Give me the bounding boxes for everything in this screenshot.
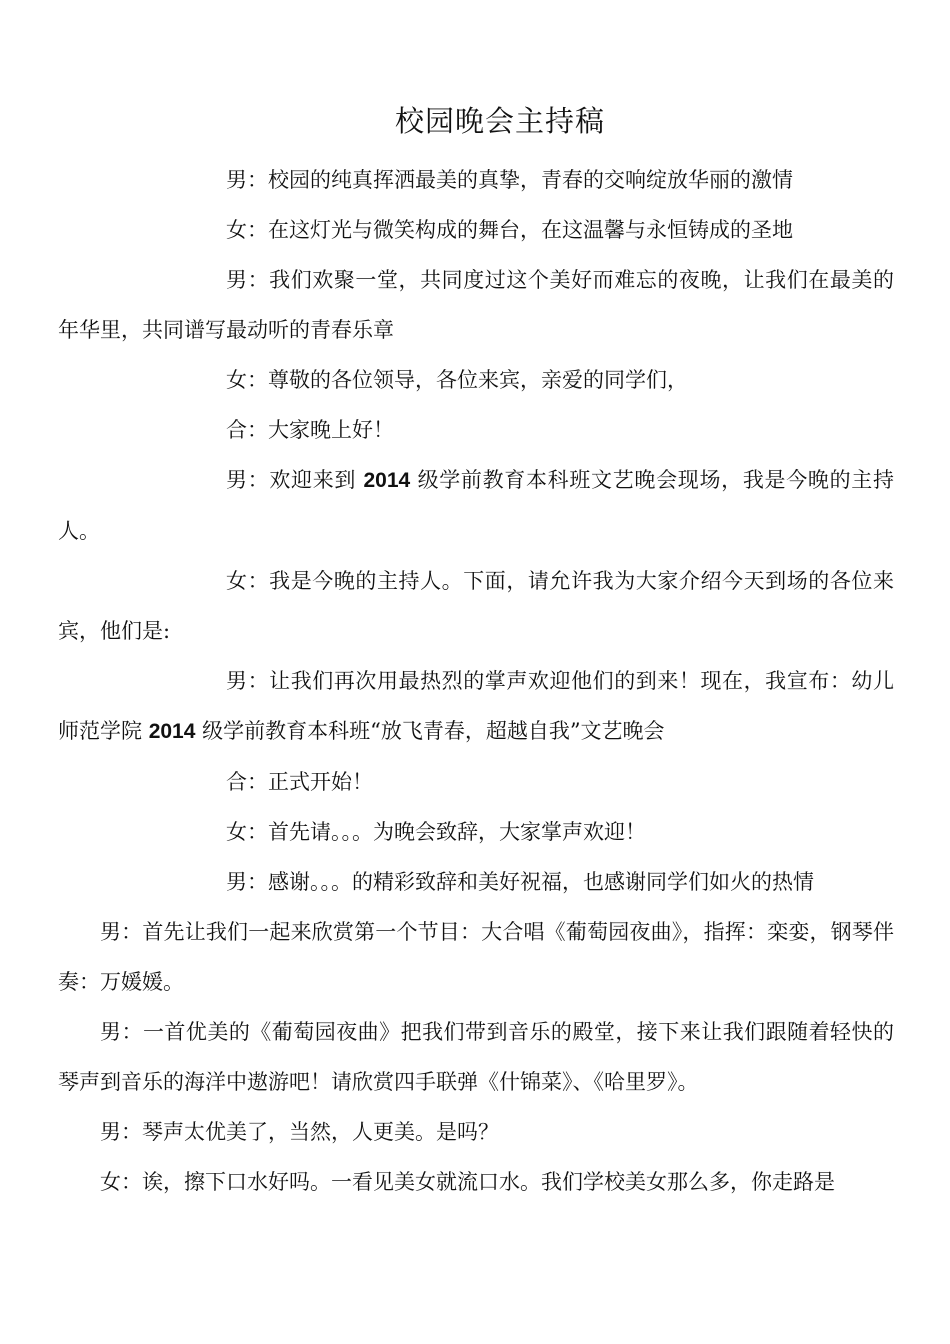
paragraph-text: 男：琴声太优美了，当然，人更美。是吗？ bbox=[100, 1120, 499, 1144]
document-body bbox=[58, 155, 894, 1207]
paragraph-text: 女：尊敬的各位领导，各位来宾，亲爱的同学们， bbox=[226, 368, 688, 392]
paragraph bbox=[58, 757, 894, 807]
paragraph bbox=[58, 405, 894, 455]
paragraph bbox=[58, 1007, 894, 1107]
paragraph-text: 男：我们欢聚一堂，共同度过这个美好而难忘的夜晚，让我们在最美的年华里，共同谱写最动听的青春乐章 bbox=[58, 268, 894, 342]
paragraph-text: 合：正式开始！ bbox=[226, 770, 373, 794]
paragraph-text: 合：大家晚上好！ bbox=[226, 418, 394, 442]
paragraph bbox=[58, 155, 894, 205]
paragraph-text: 级学前教育本科班文艺晚会现场，我是今晚的主持人。 bbox=[58, 468, 894, 543]
paragraph-text: 男：让我们再次用最热烈的掌声欢迎他们的到来！现在，我宣布：幼儿师范学院 bbox=[58, 669, 894, 743]
paragraph bbox=[58, 907, 894, 1007]
paragraph-text: 女：在这灯光与微笑构成的舞台，在这温馨与永恒铸成的圣地 bbox=[226, 218, 793, 242]
paragraph-text: 男：首先让我们一起来欣赏第一个节目：大合唱《葡萄园夜曲》，指挥：栾娈，钢琴伴奏：万媛媛。 bbox=[58, 920, 894, 994]
paragraph-text: 男：校园的纯真挥洒最美的真挚，青春的交响绽放华丽的激情 bbox=[226, 168, 793, 192]
year-number: 2014 bbox=[148, 720, 196, 743]
paragraph bbox=[58, 1107, 894, 1157]
paragraph bbox=[58, 556, 894, 656]
paragraph bbox=[58, 656, 894, 757]
paragraph bbox=[58, 807, 894, 857]
paragraph-text: 男：感谢。。。的精彩致辞和美好祝福，也感谢同学们如火的热情 bbox=[226, 870, 814, 894]
paragraph-text: 级学前教育本科班“放飞青春，超越自我”文艺晚会 bbox=[195, 719, 665, 743]
paragraph bbox=[58, 355, 894, 405]
paragraph bbox=[58, 1157, 894, 1207]
paragraph bbox=[58, 857, 894, 907]
paragraph-text: 男：一首优美的《葡萄园夜曲》把我们带到音乐的殿堂，接下来让我们跟随着轻快的琴声到音乐的海洋中遨游吧！请欣赏四手联弹《什锦菜》、《哈里罗》。 bbox=[58, 1020, 894, 1094]
paragraph-text: 女：首先请。。。为晚会致辞，大家掌声欢迎！ bbox=[226, 820, 646, 844]
paragraph-text: 女：我是今晚的主持人。下面，请允许我为大家介绍今天到场的各位来宾，他们是: bbox=[58, 569, 894, 643]
paragraph bbox=[58, 205, 894, 255]
year-number: 2014 bbox=[363, 469, 411, 492]
paragraph bbox=[58, 255, 894, 355]
paragraph-text: 男：欢迎来到 bbox=[226, 468, 364, 492]
paragraph-text: 女：诶，擦下口水好吗。一看见美女就流口水。我们学校美女那么多，你走路是 bbox=[100, 1170, 835, 1194]
page-title: 校园晚会主持稿 bbox=[394, 104, 605, 138]
paragraph bbox=[58, 455, 894, 556]
